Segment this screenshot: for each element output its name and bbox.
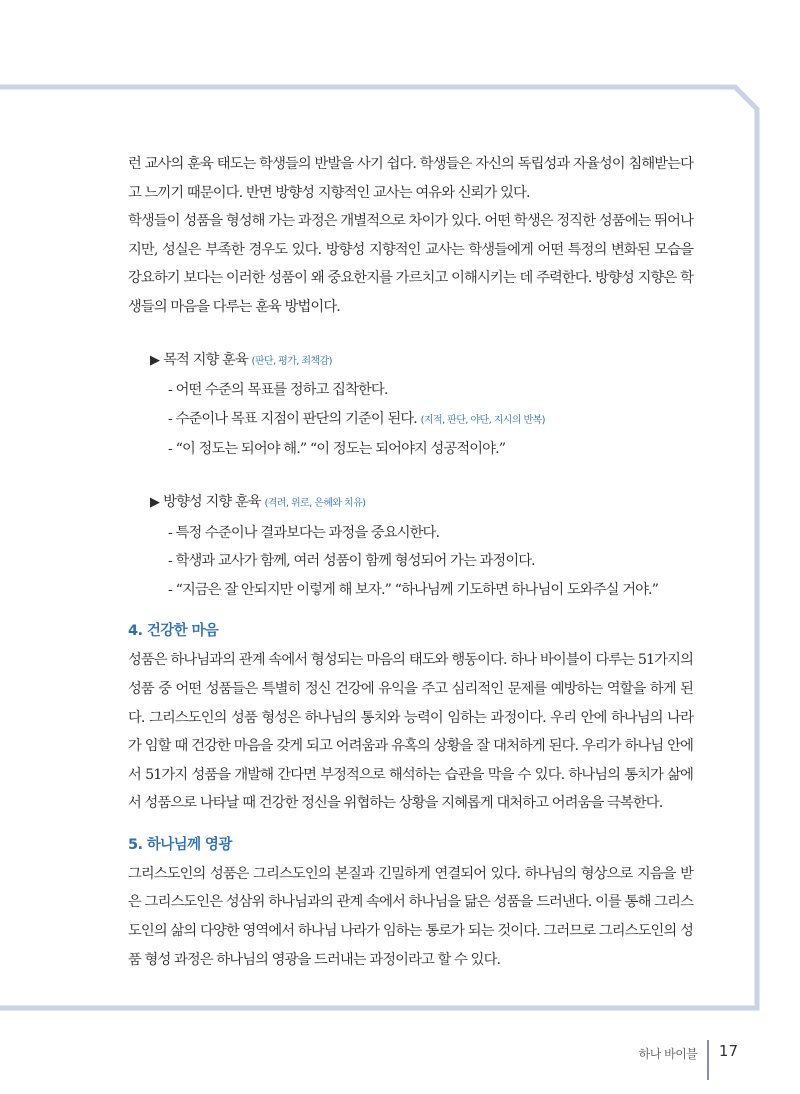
page-number: 17 xyxy=(718,1042,738,1060)
section-5-heading: 5. 하나님께 영광 xyxy=(128,836,232,853)
footer-book-title: 하나 바이블 xyxy=(638,1047,698,1061)
section-5-paragraph: 그리스도인의 성품은 그리스도인의 본질과 긴밀하게 연결되어 있다. 하나님의 형상으로 지음을 받은 그리스도인은 성삼위 하나님과의 관계 속에서 하나님을 닮은 성품을 드러낸다. 이를 통해 그리스도인의 삶의 다양한 영역에서 하나님 나라가 임하는 통로가 되는 것이다. 그러므로 그리스도인의 성품 형성 과정은 하나님의 영광을 드러내는 과정이라고 할 수 있다. xyxy=(128,865,693,968)
goal-discipline-note: (판단, 평가, 죄책감) xyxy=(251,355,332,367)
direction-item xyxy=(168,576,693,605)
direction-discipline-block xyxy=(150,488,693,604)
goal-item xyxy=(168,435,693,464)
page-footer xyxy=(639,1040,738,1080)
goal-discipline-block xyxy=(150,346,693,464)
section-4-heading: 4. 건강한 마음 xyxy=(128,623,219,640)
goal-item xyxy=(168,376,693,405)
direction-item-text: - “지금은 잘 안되지만 이렇게 해 보자.” “하나님께 기도하면 하나님이 도와주실 거야.” xyxy=(168,581,659,598)
page-content xyxy=(128,150,693,974)
goal-discipline-title xyxy=(150,346,693,377)
direction-item-text: - 특정 수준이나 결과보다는 과정을 중요시한다. xyxy=(168,524,440,541)
direction-item-text: - 학생과 교사가 함께, 여러 성품이 함께 형성되어 가는 과정이다. xyxy=(168,553,535,570)
goal-item-text: - 어떤 수준의 목표를 정하고 집착한다. xyxy=(168,382,388,399)
footer-divider xyxy=(707,1040,709,1080)
arrow-bullet-icon: ▶ xyxy=(150,494,160,510)
direction-item xyxy=(168,519,693,548)
arrow-bullet-icon: ▶ xyxy=(150,352,160,368)
goal-discipline-title-text: 목적 지향 훈육 xyxy=(163,351,248,368)
intro-paragraph-2: 학생들이 성품을 형성해 가는 과정은 개별적으로 차이가 있다. 어떤 학생은 정직한 성품에는 뛰어나지만, 성실은 부족한 경우도 있다. 방향성 지향적인 교사는 학생들에게 어떤 특정의 변화된 모습을 강요하기 보다는 이러한 성품이 왜 중요한지를 가르치고 이해시키는 데 주력한다. 방향성 지향은 학생들의 마음을 다루는 훈육 방법이다. xyxy=(128,213,693,315)
goal-item-note: (지적, 판단, 야단, 지시의 반복) xyxy=(420,414,545,426)
section-4-paragraph: 성품은 하나님과의 관계 속에서 형성되는 마음의 태도와 행동이다. 하나 바이블이 다루는 51가지의 성품 중 어떤 성품들은 특별히 정신 건강에 유익을 주고 심리적인 문제를 예방하는 역할을 하게 된다. 그리스도인의 성품 형성은 하나님의 통치와 능력이 임하는 과정이다. 우리 안에 하나님의 나라가 임할 때 건강한 마음을 갖게 되고 어려움과 유혹의 상황을 잘 대처하게 된다. 우리가 하나님 안에서 51가지 성품을 개발해 간다면 부정적으로 해석하는 습관을 막을 수 있다. 하나님의 통치가 삶에서 성품으로 나타날 때 건강한 정신을 위협하는 상황을 지혜롭게 대처하고 어려움을 극복한다. xyxy=(128,652,693,812)
direction-item xyxy=(168,547,693,576)
goal-item-text: - “이 정도는 되어야 해.” “이 정도는 되어야지 성공적이야.” xyxy=(168,441,506,458)
intro-paragraph-1: 런 교사의 훈육 태도는 학생들의 반발을 사기 쉽다. 학생들은 자신의 독립성과 자율성이 침해받는다고 느끼기 때문이다. 반면 방향성 지향적인 교사는 여유와 신뢰가 있다. xyxy=(128,156,693,201)
goal-item xyxy=(168,405,693,436)
direction-discipline-title-text: 방향성 지향 훈육 xyxy=(163,493,261,510)
direction-discipline-title xyxy=(150,488,693,519)
direction-discipline-note: (격려, 위로, 은혜와 치유) xyxy=(264,497,366,509)
goal-item-text: - 수준이나 목표 지점이 판단의 기준이 된다. xyxy=(168,410,417,427)
